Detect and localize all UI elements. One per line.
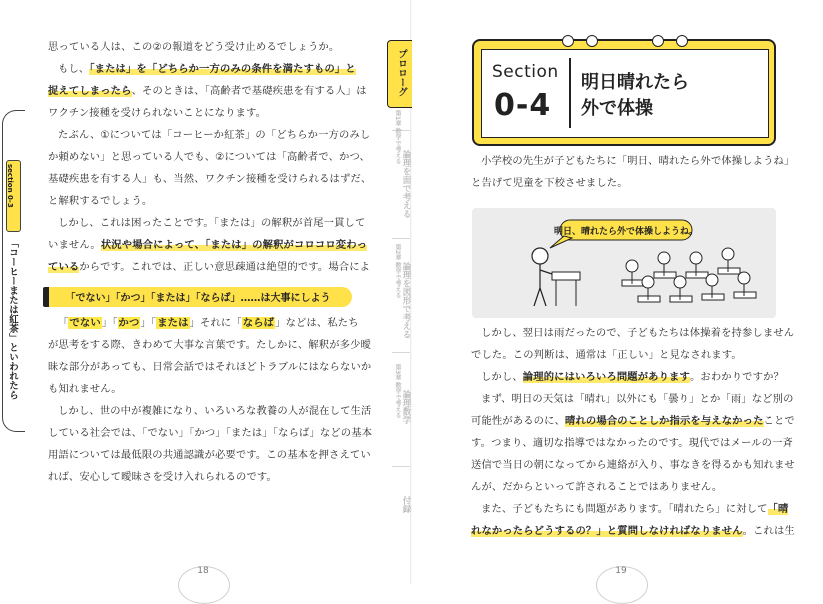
- body-line: しかし、世の中が複雑になり、いろいろな教養の人が混在して生活: [58, 405, 372, 417]
- body-line: が思考をする際、きわめて大事な言葉です。たしかに、解釈が多少曖: [48, 339, 372, 351]
- section-title-line1: 明日晴れたら: [581, 72, 689, 93]
- body-line: 昧な部分があっても、日常会話ではそれほどトラブルにはならないか: [48, 361, 372, 373]
- body-line: している社会では、「でない」「かつ」「または」「ならば」などの基本: [48, 427, 373, 439]
- page-number: 19: [615, 566, 627, 576]
- body-line: しかし、これは困ったことです。「または」の解釈が首尾一貫して: [58, 217, 366, 229]
- body-line: いません。状況や場合によって、「または」の解釈がコロコロ変わっ: [48, 239, 368, 251]
- body-line: も知れません。: [48, 383, 122, 395]
- body-line: か頼めない」と思っている人でも、②については「高齢者で、かつ、: [48, 151, 370, 163]
- body-line: 小学校の先生が子どもたちに「明日、晴れたら外で体操しようね」: [481, 155, 795, 167]
- speech-bubble-text: 明日、晴れたら外で体操しようね。: [553, 227, 699, 237]
- body-line: しかし、翌日は雨だったので、子どもたちは体操着を持参しません: [481, 327, 795, 339]
- tab-section-title: 「コーヒーまたは紅茶」といわれたら: [7, 238, 18, 400]
- body-line: もし、「または」を「どちらか一方のみの条件を満たすもの」と: [58, 63, 356, 75]
- body-line: たぶん、①については「コーヒーか紅茶」の「どちらか一方のみし: [58, 129, 371, 141]
- body-line: 思っている人は、この②の報道をどう受け止めるでしょうか。: [48, 41, 340, 53]
- side-index-prologue[interactable]: プロローグ: [387, 40, 412, 108]
- body-line: 可能性があるのに、晴れの場合のことしか指示を与えなかったことで: [471, 415, 795, 427]
- section-title-line2: 外で体操: [581, 98, 653, 119]
- body-line: まず、明日の天気は「晴れ」以外にも「曇り」とか「雨」など別の: [481, 393, 794, 405]
- body-line: んが、だからといって許されることではありません。: [471, 481, 723, 493]
- students-group: [622, 248, 756, 302]
- body-line: す。つまり、適切な指導ではなかったのです。現代ではメールの一斉: [471, 437, 793, 449]
- body-line: でした。この判断は、通常は「正しい」と見なされます。: [471, 349, 742, 361]
- page-number: 18: [197, 566, 209, 576]
- body-line: 送信で当日の朝になってから連絡が入り、事なきを得るかも知れませ: [471, 459, 795, 471]
- tab-section-label: section 0-3: [6, 164, 14, 208]
- body-line: 「でない」「かつ」「または」それに「ならば」などは、私たち: [58, 317, 359, 329]
- section-header: [472, 39, 776, 146]
- body-line: しかし、論理的にはいろいろ問題があります。おわかりですか？: [481, 371, 784, 383]
- body-line: 基礎疾患を有する人」も、当然、ワクチン接種を受けられるはずだ、: [48, 173, 372, 185]
- body-line: ているからです。これでは、正しい意思疎通は絶望的です。場合によ: [48, 261, 371, 273]
- classroom-illustration: [472, 208, 776, 318]
- right-page: [412, 0, 823, 584]
- body-line: ワクチン接種を受けられないことになります。: [48, 107, 267, 119]
- section-label: Section: [492, 62, 559, 82]
- teacher-figure: [532, 248, 552, 306]
- section-side-tab: [0, 110, 18, 430]
- body-line: と解釈するでしょう。: [48, 195, 153, 207]
- body-line: 用語については最低限の共通認識が必要です。この基本を押さえてい: [48, 449, 371, 461]
- subsection-heading: 「でない」「かつ」「または」「ならば」……は大事にしよう: [44, 287, 352, 307]
- body-line: また、子どもたちにも問題があります。「晴れたら」に対して「晴: [481, 503, 789, 515]
- body-line: れなかったらどうするの？」と質問しなければなりません。これは生: [471, 525, 795, 537]
- left-page: [0, 0, 411, 584]
- section-number: 0-4: [494, 88, 552, 123]
- body-line: 捉えてしまったら、そのときは、「高齢者で基礎疾患を有する人」は: [48, 85, 367, 97]
- body-line: と告げて児童を下校させました。: [471, 177, 628, 189]
- body-line: れば、安心して曖昧さを受け入れられるのです。: [48, 471, 278, 483]
